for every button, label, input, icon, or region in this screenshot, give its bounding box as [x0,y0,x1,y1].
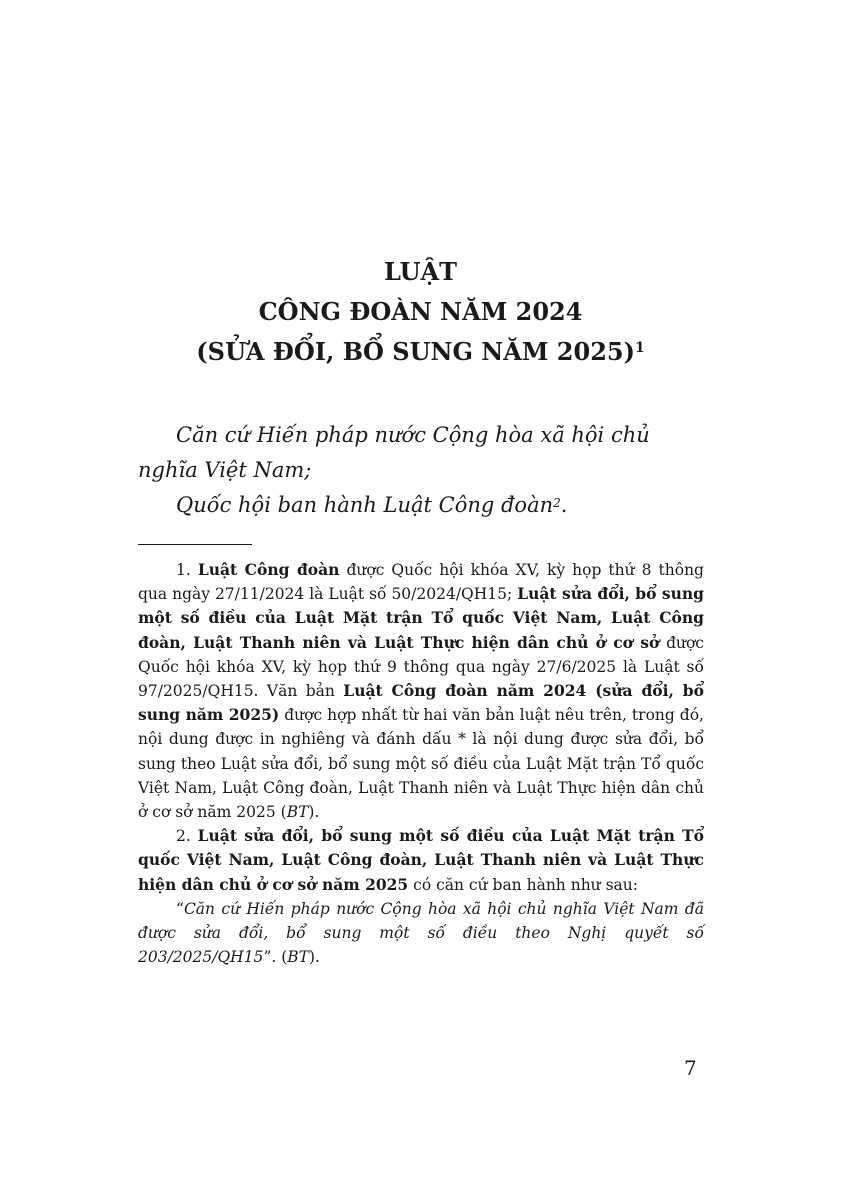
preamble-enactment-end: . [560,493,568,517]
footnote-1 [138,558,704,824]
footnote-2-quote-open: “ [176,899,184,918]
footnote-2-quote-close: ”. ( [263,948,288,967]
footnote-2-quote [138,897,704,970]
title-line-law: LUẬT [384,257,457,286]
document-title [0,252,841,372]
title-line-amendment [0,332,841,372]
preamble [138,418,712,523]
footnote-2-bt: BT [287,948,309,967]
footnote-1-number: 1. [176,561,198,579]
footnote-ref-1[interactable]: 1 [634,340,645,356]
footnote-1-bold-1: Luật Công đoàn [197,560,340,579]
footnote-1-text-2: được Quốc hội khóa XV, kỳ họp thứ 9 thông qua ngày 27/6/2025 là Luật số 97/2025/QH15. Văn bản [138,633,704,701]
title-line-amendment-text: (SỬA ĐỔI, BỔ SUNG NĂM 2025) [196,337,635,366]
footnote-2-quote-end: ). [309,948,320,967]
footnote-2-bold: Luật sửa đổi, bổ sung một số điều của Luật Mặt trận Tổ quốc Việt Nam, Luật Công đoàn, Luật Thanh niên và Luật Thực hiện dân chủ ở cơ sở năm 2025 [138,826,704,894]
preamble-enactment-text: Quốc hội ban hành Luật Công đoàn [176,493,554,517]
preamble-basis: Căn cứ Hiến pháp nước Cộng hòa xã hội chủ nghĩa Việt Nam; [138,423,650,482]
footnote-2 [138,824,704,897]
footnote-ref-2[interactable]: 2 [553,496,561,510]
title-line-name: CÔNG ĐOÀN NĂM 2024 [258,297,583,326]
footnote-1-bold-2: Luật sửa đổi, bổ sung một số điều của Luật Mặt trận Tổ quốc Việt Nam, Luật Công đoàn, Luật Thanh niên và Luật Thực hiện dân chủ ở cơ sở [138,584,705,652]
footnote-1-bold-3: Luật Công đoàn năm 2024 (sửa đổi, bổ sung năm 2025) [138,681,704,725]
footnote-separator [138,544,252,545]
preamble-enactment [138,488,712,523]
footnote-2-quote-text: Căn cứ Hiến pháp nước Cộng hòa xã hội chủ nghĩa Việt Nam đã được sửa đổi, bổ sung một số điều theo Nghị quyết số 203/2025/QH15 [138,899,704,967]
footnotes [138,558,704,969]
footnote-1-bt: BT [286,803,309,822]
footnote-2-number: 2. [176,827,198,846]
footnote-1-text-1: được Quốc hội khóa XV, kỳ họp thứ 8 thông qua ngày 27/11/2024 là Luật số 50/2024/QH15; [138,561,704,604]
page-number: 7 [684,1056,697,1080]
footnote-1-text-3: được hợp nhất từ hai văn bản luật nêu trên, trong đó, nội dung được in nghiêng và đánh dấu * là nội dung được sửa đổi, bổ sung theo Luật sửa đổi, bổ sung một số điều của Luật Mặt trận Tổ quốc Việt Nam, Luật Công đoàn, Luật Thanh niên và Luật Thực hiện dân chủ ở cơ sở năm 2025 ( [138,706,704,822]
footnote-2-text: có căn cứ ban hành như sau: [408,875,638,894]
footnote-1-text-4: ). [308,803,320,822]
